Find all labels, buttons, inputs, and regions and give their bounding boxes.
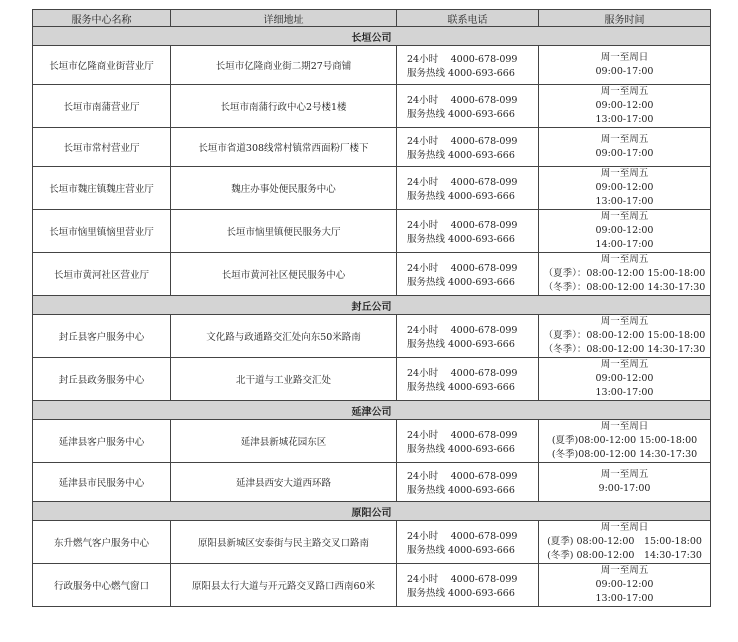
header-hours: 服务时间 bbox=[539, 10, 711, 27]
table-body bbox=[33, 27, 711, 607]
hours-line: 周一至周五 bbox=[600, 316, 649, 327]
center-name: 封丘县政务服务中心 bbox=[33, 358, 171, 401]
center-hours bbox=[539, 564, 711, 607]
hours-line: (冬季) 08:00-12:00 14:30-17:30 bbox=[547, 550, 702, 561]
center-hours bbox=[539, 167, 711, 210]
table-row bbox=[33, 167, 711, 210]
hours-line: 周一至周五 bbox=[600, 168, 649, 179]
phone-line: 服务热线 4000-693-666 bbox=[407, 545, 515, 556]
hours-line: 周一至周五 bbox=[600, 134, 649, 145]
center-hours bbox=[539, 128, 711, 167]
center-phone bbox=[397, 210, 539, 253]
center-phone bbox=[397, 420, 539, 463]
table-row bbox=[33, 463, 711, 502]
hours-line: 周一至周日 bbox=[600, 522, 649, 533]
table-row bbox=[33, 85, 711, 128]
phone-line: 24小时 4000-678-099 bbox=[407, 220, 518, 231]
center-address: 长垣市亿隆商业街二期27号商铺 bbox=[171, 46, 397, 85]
header-phone: 联系电话 bbox=[397, 10, 539, 27]
center-hours bbox=[539, 521, 711, 564]
hours-line: 周一至周五 bbox=[600, 359, 649, 370]
hours-line: 09:00-17:00 bbox=[595, 66, 654, 77]
service-center-table-wrap bbox=[32, 9, 710, 607]
hours-line: 09:00-12:00 bbox=[595, 100, 654, 111]
hours-line: 09:00-12:00 bbox=[595, 579, 654, 590]
center-name: 封丘县客户服务中心 bbox=[33, 315, 171, 358]
phone-line: 服务热线 4000-693-666 bbox=[407, 485, 515, 496]
phone-line: 24小时 4000-678-099 bbox=[407, 325, 518, 336]
group-title: 封丘公司 bbox=[33, 296, 711, 315]
phone-line: 服务热线 4000-693-666 bbox=[407, 109, 515, 120]
phone-line: 服务热线 4000-693-666 bbox=[407, 234, 515, 245]
group-title: 延津公司 bbox=[33, 401, 711, 420]
center-phone bbox=[397, 315, 539, 358]
hours-line: 14:00-17:00 bbox=[595, 239, 654, 250]
hours-line: 13:00-17:00 bbox=[595, 196, 654, 207]
hours-line: 周一至周五 bbox=[600, 211, 649, 222]
center-phone bbox=[397, 167, 539, 210]
phone-line: 24小时 4000-678-099 bbox=[407, 574, 518, 585]
hours-line: 周一至周日 bbox=[600, 421, 649, 432]
center-name: 长垣市南蒲营业厅 bbox=[33, 85, 171, 128]
center-hours bbox=[539, 210, 711, 253]
center-address: 延津县西安大道西环路 bbox=[171, 463, 397, 502]
center-address: 文化路与政通路交汇处向东50米路南 bbox=[171, 315, 397, 358]
phone-line: 服务热线 4000-693-666 bbox=[407, 68, 515, 79]
phone-line: 服务热线 4000-693-666 bbox=[407, 277, 515, 288]
group-header-row bbox=[33, 502, 711, 521]
group-header-row bbox=[33, 27, 711, 46]
phone-line: 24小时 4000-678-099 bbox=[407, 54, 518, 65]
center-phone bbox=[397, 521, 539, 564]
phone-line: 24小时 4000-678-099 bbox=[407, 95, 518, 106]
hours-line: （冬季）：08:00-12:00 14:30-17:30 bbox=[543, 344, 706, 355]
center-address: 长垣市省道308线常村镇常西面粉厂楼下 bbox=[171, 128, 397, 167]
center-address: 长垣市恼里镇便民服务大厅 bbox=[171, 210, 397, 253]
group-title: 长垣公司 bbox=[33, 27, 711, 46]
center-name: 行政服务中心燃气窗口 bbox=[33, 564, 171, 607]
hours-line: 09:00-12:00 bbox=[595, 225, 654, 236]
hours-line: 周一至周五 bbox=[600, 86, 649, 97]
center-address: 延津县新城花园东区 bbox=[171, 420, 397, 463]
center-phone bbox=[397, 85, 539, 128]
table-row bbox=[33, 358, 711, 401]
phone-line: 24小时 4000-678-099 bbox=[407, 471, 518, 482]
table-row bbox=[33, 420, 711, 463]
center-hours bbox=[539, 253, 711, 296]
center-name: 长垣市常村营业厅 bbox=[33, 128, 171, 167]
phone-line: 服务热线 4000-693-666 bbox=[407, 588, 515, 599]
phone-line: 服务热线 4000-693-666 bbox=[407, 150, 515, 161]
center-hours bbox=[539, 358, 711, 401]
center-address: 长垣市黄河社区便民服务中心 bbox=[171, 253, 397, 296]
hours-line: (冬季)08:00-12:00 14:30-17:30 bbox=[551, 449, 698, 460]
phone-line: 24小时 4000-678-099 bbox=[407, 368, 518, 379]
center-address: 原阳县太行大道与开元路交叉路口西南60米 bbox=[171, 564, 397, 607]
header-row bbox=[33, 10, 711, 27]
center-hours bbox=[539, 85, 711, 128]
table-row bbox=[33, 253, 711, 296]
phone-line: 24小时 4000-678-099 bbox=[407, 263, 518, 274]
table-row bbox=[33, 521, 711, 564]
hours-line: (夏季) 08:00-12:00 15:00-18:00 bbox=[547, 536, 702, 547]
center-address: 长垣市南蒲行政中心2号楼1楼 bbox=[171, 85, 397, 128]
hours-line: 09:00-17:00 bbox=[595, 148, 654, 159]
center-name: 长垣市恼里镇恼里营业厅 bbox=[33, 210, 171, 253]
phone-line: 24小时 4000-678-099 bbox=[407, 136, 518, 147]
group-header-row bbox=[33, 296, 711, 315]
table-row bbox=[33, 128, 711, 167]
hours-line: （冬季）：08:00-12:00 14:30-17:30 bbox=[543, 282, 706, 293]
phone-line: 24小时 4000-678-099 bbox=[407, 177, 518, 188]
table-row bbox=[33, 46, 711, 85]
hours-line: （夏季）：08:00-12:00 15:00-18:00 bbox=[543, 330, 706, 341]
phone-line: 24小时 4000-678-099 bbox=[407, 430, 518, 441]
phone-line: 服务热线 4000-693-666 bbox=[407, 191, 515, 202]
center-phone bbox=[397, 358, 539, 401]
table-row bbox=[33, 315, 711, 358]
center-hours bbox=[539, 463, 711, 502]
header-address: 详细地址 bbox=[171, 10, 397, 27]
center-phone bbox=[397, 128, 539, 167]
center-address: 原阳县新城区安泰街与民主路交叉口路南 bbox=[171, 521, 397, 564]
center-name: 延津县客户服务中心 bbox=[33, 420, 171, 463]
center-address: 魏庄办事处便民服务中心 bbox=[171, 167, 397, 210]
center-hours bbox=[539, 315, 711, 358]
hours-line: (夏季)08:00-12:00 15:00-18:00 bbox=[551, 435, 698, 446]
center-phone bbox=[397, 253, 539, 296]
hours-line: 13:00-17:00 bbox=[595, 114, 654, 125]
table-row bbox=[33, 210, 711, 253]
hours-line: 周一至周五 bbox=[600, 254, 649, 265]
center-name: 延津县市民服务中心 bbox=[33, 463, 171, 502]
hours-line: 09:00-12:00 bbox=[595, 182, 654, 193]
center-hours bbox=[539, 46, 711, 85]
center-hours bbox=[539, 420, 711, 463]
service-center-table bbox=[32, 9, 711, 607]
hours-line: 周一至周五 bbox=[600, 565, 649, 576]
center-name: 长垣市亿隆商业街营业厅 bbox=[33, 46, 171, 85]
header-name: 服务中心名称 bbox=[33, 10, 171, 27]
hours-line: 13:00-17:00 bbox=[595, 387, 654, 398]
phone-line: 服务热线 4000-693-666 bbox=[407, 339, 515, 350]
group-header-row bbox=[33, 401, 711, 420]
hours-line: 09:00-12:00 bbox=[595, 373, 654, 384]
hours-line: 周一至周日 bbox=[600, 52, 649, 63]
center-name: 东升燃气客户服务中心 bbox=[33, 521, 171, 564]
center-phone bbox=[397, 463, 539, 502]
phone-line: 服务热线 4000-693-666 bbox=[407, 444, 515, 455]
phone-line: 24小时 4000-678-099 bbox=[407, 531, 518, 542]
center-name: 长垣市魏庄镇魏庄营业厅 bbox=[33, 167, 171, 210]
table-row bbox=[33, 564, 711, 607]
center-address: 北干道与工业路交汇处 bbox=[171, 358, 397, 401]
hours-line: 周一至周五 bbox=[600, 469, 649, 480]
center-phone bbox=[397, 46, 539, 85]
hours-line: 9:00-17:00 bbox=[598, 483, 651, 494]
hours-line: （夏季）：08:00-12:00 15:00-18:00 bbox=[543, 268, 706, 279]
center-phone bbox=[397, 564, 539, 607]
phone-line: 服务热线 4000-693-666 bbox=[407, 382, 515, 393]
group-title: 原阳公司 bbox=[33, 502, 711, 521]
center-name: 长垣市黄河社区营业厅 bbox=[33, 253, 171, 296]
hours-line: 13:00-17:00 bbox=[595, 593, 654, 604]
